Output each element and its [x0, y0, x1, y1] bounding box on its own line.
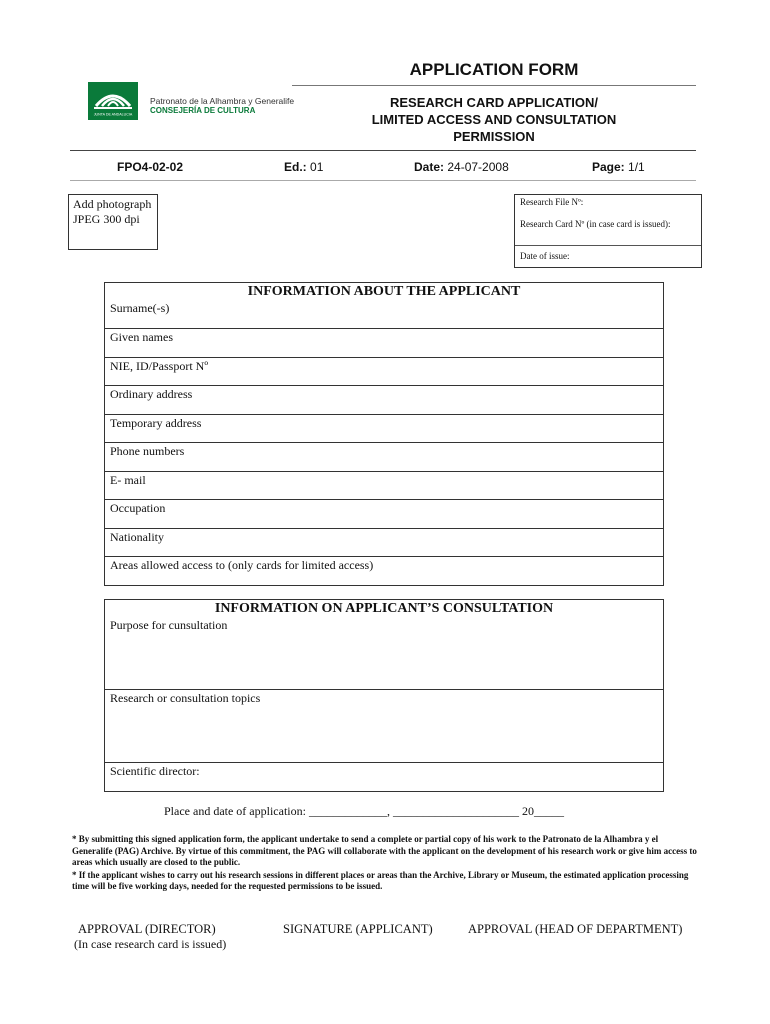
field-label: E- mail — [110, 473, 146, 487]
signature-head-of-department[interactable] — [468, 922, 682, 937]
field-id-passport[interactable] — [105, 357, 663, 386]
research-file-field[interactable]: Research File Nº: — [520, 197, 584, 207]
field-label: Surname(-s) — [110, 301, 170, 315]
date-value: 24-07-2008 — [447, 160, 509, 174]
field-label: NIE, ID/Passport Nº — [110, 359, 209, 373]
field-ordinary-address[interactable] — [105, 385, 663, 414]
field-scientific-director[interactable] — [105, 762, 663, 792]
photo-box[interactable] — [68, 194, 158, 250]
field-label: Purpose for cunsultation — [110, 618, 228, 632]
signature-applicant[interactable] — [283, 922, 433, 937]
research-card-field[interactable]: Research Card Nº (in case card is issued): — [520, 219, 671, 229]
field-areas-allowed[interactable] — [105, 556, 663, 586]
subtitle-line: LIMITED ACCESS AND CONSULTATION — [371, 112, 617, 127]
signature-label: SIGNATURE (APPLICANT) — [283, 922, 433, 936]
applicant-info-table — [104, 282, 664, 586]
field-topics[interactable] — [105, 689, 663, 763]
note-processing-time: * If the applicant wishes to carry out his research sessions in different places or areas than the Archive, Library or Museum, the estimated application processing time will be five working days, needed for the requested permissions to be issued. — [72, 869, 689, 891]
form-code — [117, 160, 183, 174]
field-given-names[interactable] — [105, 328, 663, 357]
photo-format: JPEG 300 dpi — [73, 212, 140, 226]
field-nationality[interactable] — [105, 528, 663, 557]
divider — [292, 85, 696, 86]
page-value: 1/1 — [628, 160, 645, 174]
field-purpose[interactable] — [105, 617, 663, 689]
field-label: Temporary address — [110, 416, 202, 430]
page-number — [592, 160, 645, 174]
field-occupation[interactable] — [105, 499, 663, 528]
junta-andalucia-logo — [88, 82, 138, 120]
date-label: Date: — [414, 160, 445, 174]
notes — [72, 834, 698, 894]
form-title: APPLICATION FORM — [409, 60, 579, 79]
field-label: Research or consultation topics — [110, 691, 261, 705]
note-copy-commitment: * By submitting this signed application form, the applicant undertake to send a complete or partial copy of his work to the Patronato de la Alhambra y el Generalife (PAG) Archive. By virtue of this commitment, the PAG will collaborate with the applicant on the development of his research work or give him access to areas which usually are closed to the public. — [72, 834, 697, 867]
logo-text: Patronato de la Alhambra y Generalife — [150, 96, 295, 106]
subtitle-line: RESEARCH CARD APPLICATION/ — [389, 95, 598, 110]
consultation-info-table — [104, 599, 664, 792]
field-surname[interactable] — [105, 300, 663, 328]
divider — [70, 150, 696, 151]
subtitle-line: PERMISSION — [453, 129, 535, 144]
field-label: Given names — [110, 330, 173, 344]
edition-label: Ed.: — [284, 160, 307, 174]
logo-ministry: CONSEJERÍA DE CULTURA — [150, 106, 256, 115]
place-and-date-field[interactable]: Place and date of application: _____________, _____________________ 20_____ — [164, 804, 564, 818]
field-label: Ordinary address — [110, 387, 193, 401]
section-title: INFORMATION ABOUT THE APPLICANT — [247, 284, 521, 299]
form-code-value: FPO4-02-02 — [117, 160, 184, 174]
photo-label: Add photograph — [73, 197, 152, 211]
field-temporary-address[interactable] — [105, 414, 663, 443]
field-phone-numbers[interactable] — [105, 442, 663, 471]
field-label: Areas allowed access to (only cards for limited access) — [110, 558, 374, 572]
logo-emblem-text: JUNTA DE ANDALUCIA — [93, 112, 133, 117]
field-label: Phone numbers — [110, 444, 185, 458]
divider — [515, 245, 701, 246]
signature-director[interactable] — [74, 922, 227, 952]
signature-label: APPROVAL (DIRECTOR) — [78, 922, 216, 936]
date-of-issue-field[interactable]: Date of issue: — [520, 251, 570, 261]
section-title: INFORMATION ON APPLICANT’S CONSULTATION — [214, 601, 554, 616]
office-use-box — [514, 194, 702, 268]
date — [414, 160, 509, 174]
form-subtitle — [300, 94, 688, 145]
field-label: Occupation — [110, 501, 166, 515]
edition-value: 01 — [310, 160, 324, 174]
signature-note: (In case research card is issued) — [74, 937, 227, 951]
field-label: Scientific director: — [110, 764, 200, 778]
field-email[interactable] — [105, 471, 663, 500]
divider — [70, 180, 696, 181]
field-label: Nationality — [110, 530, 164, 544]
edition — [284, 160, 323, 174]
page-label: Page: — [592, 160, 625, 174]
signature-label: APPROVAL (HEAD OF DEPARTMENT) — [468, 922, 683, 936]
